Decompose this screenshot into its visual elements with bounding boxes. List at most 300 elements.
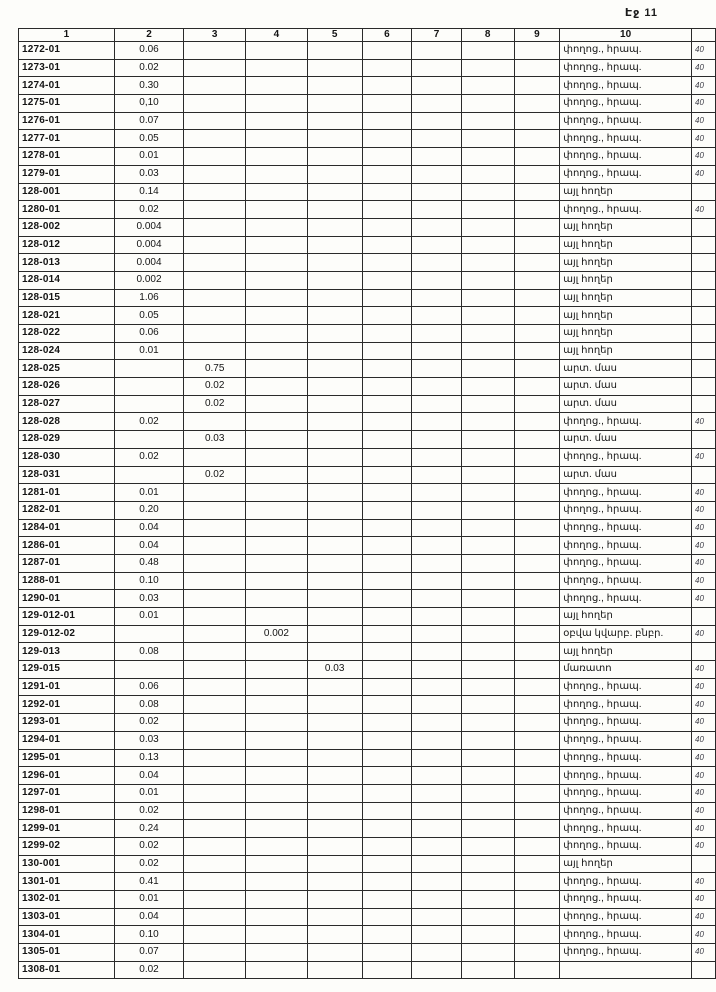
cell-land-category: փողոց., հրապ.	[560, 148, 692, 166]
cell-area-value-col9	[514, 484, 560, 502]
handwritten-margin-mark: 40	[692, 767, 716, 785]
cell-area-value-col2: 0.24	[114, 820, 184, 838]
table-row	[19, 325, 716, 343]
handwritten-margin-mark: 40	[692, 784, 716, 802]
handwritten-margin-mark: 40	[692, 484, 716, 502]
cell-area-value-col2: 0.05	[114, 307, 184, 325]
handwritten-margin-mark: 40	[692, 944, 716, 962]
cell-area-value-col9	[514, 608, 560, 626]
cell-land-category: փողոց., հրապ.	[560, 537, 692, 555]
cell-area-value-col6	[362, 395, 412, 413]
cell-area-value-col7	[412, 926, 462, 944]
handwritten-margin-mark: 40	[692, 130, 716, 148]
cell-parcel-code: 128-026	[19, 378, 115, 396]
cell-area-value-col7	[412, 696, 462, 714]
table-row	[19, 749, 716, 767]
cell-area-value-col9	[514, 165, 560, 183]
cell-land-category: փողոց., հրապ.	[560, 820, 692, 838]
cell-land-category: փողոց., հրապ.	[560, 944, 692, 962]
cell-area-value-col6	[362, 130, 412, 148]
cell-area-value-col5	[307, 59, 362, 77]
cell-area-value-col8	[461, 395, 514, 413]
handwritten-margin-mark: 40	[692, 201, 716, 219]
cell-area-value-col6	[362, 944, 412, 962]
cell-area-value-col8	[461, 112, 514, 130]
cell-area-value-col8	[461, 342, 514, 360]
cell-area-value-col5	[307, 165, 362, 183]
cell-area-value-col7	[412, 360, 462, 378]
cell-area-value-col2: 0.06	[114, 42, 184, 60]
cell-parcel-code: 1303-01	[19, 908, 115, 926]
table-row	[19, 431, 716, 449]
cell-area-value-col8	[461, 254, 514, 272]
cell-area-value-col6	[362, 59, 412, 77]
cell-area-value-col2: 0.06	[114, 678, 184, 696]
cell-area-value-col4	[246, 59, 308, 77]
cell-area-value-col2	[114, 625, 184, 643]
cell-area-value-col8	[461, 413, 514, 431]
cell-land-category: փողոց., հրապ.	[560, 696, 692, 714]
cell-area-value-col5	[307, 820, 362, 838]
cell-area-value-col3	[184, 77, 246, 95]
table-row	[19, 908, 716, 926]
cell-parcel-code: 1299-02	[19, 837, 115, 855]
cell-area-value-col7	[412, 413, 462, 431]
cell-area-value-col7	[412, 77, 462, 95]
cell-area-value-col9	[514, 731, 560, 749]
cell-parcel-code: 128-025	[19, 360, 115, 378]
cell-parcel-code: 1281-01	[19, 484, 115, 502]
table-row	[19, 59, 716, 77]
cell-parcel-code: 1291-01	[19, 678, 115, 696]
column-header-1: 1	[19, 29, 115, 42]
cell-parcel-code: 128-012	[19, 236, 115, 254]
cell-area-value-col6	[362, 926, 412, 944]
cell-area-value-col3	[184, 731, 246, 749]
table-row	[19, 218, 716, 236]
cell-area-value-col7	[412, 254, 462, 272]
cell-area-value-col4	[246, 289, 308, 307]
table-row	[19, 537, 716, 555]
cell-area-value-col9	[514, 855, 560, 873]
handwritten-margin-mark: 40	[692, 572, 716, 590]
handwritten-margin-mark: 40	[692, 696, 716, 714]
table-row	[19, 271, 716, 289]
cell-area-value-col5	[307, 501, 362, 519]
cell-area-value-col2: 0.08	[114, 643, 184, 661]
cell-land-category: փողոց., հրապ.	[560, 484, 692, 502]
cell-area-value-col8	[461, 961, 514, 979]
cell-area-value-col4	[246, 678, 308, 696]
cell-land-category: այլ հողեր	[560, 307, 692, 325]
table-row	[19, 767, 716, 785]
table-row	[19, 554, 716, 572]
cell-land-category: մառատո	[560, 661, 692, 679]
cell-area-value-col8	[461, 289, 514, 307]
cell-area-value-col2: 0.004	[114, 218, 184, 236]
cell-area-value-col2: 0.02	[114, 837, 184, 855]
cell-parcel-code: 128-031	[19, 466, 115, 484]
handwritten-margin-mark: 40	[692, 59, 716, 77]
cell-area-value-col6	[362, 891, 412, 909]
cell-area-value-col7	[412, 643, 462, 661]
handwritten-margin-mark: 40	[692, 95, 716, 113]
cell-area-value-col5	[307, 466, 362, 484]
cell-area-value-col5	[307, 218, 362, 236]
cell-area-value-col9	[514, 961, 560, 979]
cell-area-value-col5	[307, 873, 362, 891]
cell-area-value-col2: 0.01	[114, 891, 184, 909]
cell-area-value-col8	[461, 42, 514, 60]
cell-area-value-col3	[184, 784, 246, 802]
cell-area-value-col8	[461, 820, 514, 838]
cell-area-value-col3	[184, 519, 246, 537]
cell-area-value-col6	[362, 608, 412, 626]
cell-area-value-col2: 0.07	[114, 112, 184, 130]
cell-area-value-col9	[514, 360, 560, 378]
cell-area-value-col6	[362, 42, 412, 60]
cell-area-value-col5	[307, 183, 362, 201]
cell-land-category: փողոց., հրապ.	[560, 926, 692, 944]
cell-parcel-code: 1298-01	[19, 802, 115, 820]
cell-area-value-col9	[514, 201, 560, 219]
cell-area-value-col5	[307, 590, 362, 608]
cell-area-value-col2: 0.02	[114, 59, 184, 77]
cell-area-value-col2: 0.03	[114, 590, 184, 608]
cell-area-value-col3	[184, 254, 246, 272]
cell-area-value-col4	[246, 466, 308, 484]
table-row	[19, 802, 716, 820]
cell-area-value-col3	[184, 873, 246, 891]
handwritten-margin-mark: 40	[692, 802, 716, 820]
handwritten-margin-mark: 40	[692, 537, 716, 555]
cell-land-category: այլ հողեր	[560, 271, 692, 289]
handwritten-margin-mark: 40	[692, 873, 716, 891]
cell-area-value-col4	[246, 431, 308, 449]
cell-area-value-col6	[362, 254, 412, 272]
cell-parcel-code: 128-014	[19, 271, 115, 289]
cell-area-value-col8	[461, 484, 514, 502]
cell-area-value-col4	[246, 855, 308, 873]
cell-area-value-col2: 0.08	[114, 696, 184, 714]
cell-area-value-col6	[362, 413, 412, 431]
cell-land-category: փողոց., հրապ.	[560, 731, 692, 749]
cell-area-value-col7	[412, 537, 462, 555]
cell-land-category: այլ հողեր	[560, 342, 692, 360]
cell-area-value-col4	[246, 696, 308, 714]
cell-land-category: փողոց., հրապ.	[560, 201, 692, 219]
cell-area-value-col3	[184, 537, 246, 555]
cell-area-value-col4	[246, 767, 308, 785]
cell-area-value-col5	[307, 944, 362, 962]
cell-area-value-col9	[514, 926, 560, 944]
cell-area-value-col5	[307, 236, 362, 254]
cell-area-value-col4	[246, 837, 308, 855]
cell-area-value-col4	[246, 271, 308, 289]
cell-parcel-code: 1308-01	[19, 961, 115, 979]
cell-area-value-col4	[246, 484, 308, 502]
handwritten-margin-mark: 40	[692, 448, 716, 466]
handwritten-margin-mark: 40	[692, 77, 716, 95]
cell-area-value-col8	[461, 183, 514, 201]
cell-area-value-col5	[307, 95, 362, 113]
cell-parcel-code: 1273-01	[19, 59, 115, 77]
cell-area-value-col8	[461, 378, 514, 396]
table-row	[19, 678, 716, 696]
cell-area-value-col9	[514, 95, 560, 113]
cell-area-value-col2	[114, 395, 184, 413]
cell-area-value-col3	[184, 484, 246, 502]
cell-area-value-col2: 0.01	[114, 608, 184, 626]
cell-land-category: փողոց., հրապ.	[560, 802, 692, 820]
cell-area-value-col4	[246, 590, 308, 608]
cell-area-value-col6	[362, 855, 412, 873]
cell-area-value-col3	[184, 325, 246, 343]
cell-area-value-col4	[246, 501, 308, 519]
cell-area-value-col7	[412, 908, 462, 926]
cell-area-value-col9	[514, 42, 560, 60]
cell-area-value-col5	[307, 908, 362, 926]
cell-area-value-col3	[184, 572, 246, 590]
cell-parcel-code: 128-015	[19, 289, 115, 307]
table-row	[19, 112, 716, 130]
handwritten-margin-mark	[692, 183, 716, 201]
cell-area-value-col5	[307, 572, 362, 590]
cell-area-value-col3	[184, 802, 246, 820]
cell-area-value-col6	[362, 749, 412, 767]
cell-area-value-col3	[184, 130, 246, 148]
cell-area-value-col4	[246, 307, 308, 325]
handwritten-margin-mark	[692, 307, 716, 325]
cell-area-value-col9	[514, 696, 560, 714]
table-row	[19, 395, 716, 413]
cell-area-value-col3	[184, 590, 246, 608]
handwritten-margin-mark: 40	[692, 165, 716, 183]
cell-area-value-col5	[307, 855, 362, 873]
cell-area-value-col6	[362, 961, 412, 979]
cell-land-category: փողոց., հրապ.	[560, 678, 692, 696]
handwritten-margin-mark	[692, 395, 716, 413]
cell-area-value-col4	[246, 325, 308, 343]
cell-area-value-col8	[461, 714, 514, 732]
cell-area-value-col5	[307, 608, 362, 626]
cell-area-value-col5	[307, 643, 362, 661]
cell-area-value-col9	[514, 590, 560, 608]
cell-area-value-col4	[246, 448, 308, 466]
handwritten-margin-mark	[692, 289, 716, 307]
table-row	[19, 731, 716, 749]
cell-area-value-col6	[362, 572, 412, 590]
cell-area-value-col8	[461, 501, 514, 519]
table-row	[19, 42, 716, 60]
cell-land-category: փողոց., հրապ.	[560, 784, 692, 802]
cell-area-value-col7	[412, 183, 462, 201]
cell-area-value-col5	[307, 448, 362, 466]
cell-area-value-col9	[514, 342, 560, 360]
cell-area-value-col7	[412, 218, 462, 236]
cell-area-value-col8	[461, 608, 514, 626]
cell-area-value-col2: 0.06	[114, 325, 184, 343]
handwritten-margin-mark	[692, 643, 716, 661]
cell-area-value-col6	[362, 678, 412, 696]
cell-area-value-col8	[461, 837, 514, 855]
handwritten-margin-mark: 40	[692, 625, 716, 643]
cell-area-value-col5	[307, 696, 362, 714]
cell-area-value-col3	[184, 183, 246, 201]
cell-area-value-col7	[412, 714, 462, 732]
cell-parcel-code: 1278-01	[19, 148, 115, 166]
cell-area-value-col9	[514, 820, 560, 838]
handwritten-margin-mark	[692, 342, 716, 360]
cell-area-value-col9	[514, 572, 560, 590]
cell-area-value-col9	[514, 749, 560, 767]
cell-land-category: այլ հողեր	[560, 254, 692, 272]
cell-parcel-code: 129-013	[19, 643, 115, 661]
cell-land-category: փողոց., հրապ.	[560, 767, 692, 785]
cell-area-value-col7	[412, 431, 462, 449]
cell-area-value-col2: 0,10	[114, 95, 184, 113]
cell-parcel-code: 128-029	[19, 431, 115, 449]
handwritten-margin-mark	[692, 360, 716, 378]
table-row	[19, 961, 716, 979]
cell-land-category: արտ. մաս	[560, 431, 692, 449]
cell-parcel-code: 1287-01	[19, 554, 115, 572]
cell-area-value-col6	[362, 484, 412, 502]
cell-area-value-col3	[184, 944, 246, 962]
cell-area-value-col9	[514, 625, 560, 643]
cell-parcel-code: 1274-01	[19, 77, 115, 95]
cell-area-value-col7	[412, 95, 462, 113]
cell-area-value-col7	[412, 448, 462, 466]
cell-area-value-col8	[461, 466, 514, 484]
cell-land-category: փողոց., հրապ.	[560, 77, 692, 95]
table-row	[19, 590, 716, 608]
table-row	[19, 484, 716, 502]
cell-land-category: այլ հողեր	[560, 325, 692, 343]
cell-area-value-col5	[307, 130, 362, 148]
cell-area-value-col2: 0.02	[114, 961, 184, 979]
cell-area-value-col2: 0.02	[114, 714, 184, 732]
handwritten-margin-mark	[692, 378, 716, 396]
cell-area-value-col2: 0.01	[114, 484, 184, 502]
cell-land-category: փողոց., հրապ.	[560, 554, 692, 572]
cell-area-value-col4	[246, 820, 308, 838]
cell-parcel-code: 1295-01	[19, 749, 115, 767]
table-row	[19, 820, 716, 838]
table-row	[19, 342, 716, 360]
cell-area-value-col6	[362, 325, 412, 343]
cell-land-category: փողոց., հրապ.	[560, 837, 692, 855]
cell-area-value-col3	[184, 95, 246, 113]
column-header-7: 7	[412, 29, 462, 42]
cell-area-value-col4	[246, 342, 308, 360]
cell-area-value-col9	[514, 218, 560, 236]
cell-area-value-col2: 0.04	[114, 908, 184, 926]
cell-parcel-code: 1284-01	[19, 519, 115, 537]
cell-area-value-col6	[362, 77, 412, 95]
cell-parcel-code: 128-022	[19, 325, 115, 343]
cell-area-value-col8	[461, 271, 514, 289]
column-header-6: 6	[362, 29, 412, 42]
cell-area-value-col9	[514, 325, 560, 343]
cell-area-value-col9	[514, 714, 560, 732]
handwritten-margin-mark: 40	[692, 714, 716, 732]
cell-area-value-col2: 0.03	[114, 731, 184, 749]
cell-area-value-col7	[412, 873, 462, 891]
handwritten-margin-mark: 40	[692, 501, 716, 519]
cell-area-value-col8	[461, 590, 514, 608]
cell-area-value-col5	[307, 42, 362, 60]
cell-area-value-col3: 0.03	[184, 431, 246, 449]
cell-parcel-code: 130-001	[19, 855, 115, 873]
cell-area-value-col6	[362, 466, 412, 484]
cell-area-value-col8	[461, 855, 514, 873]
cell-area-value-col9	[514, 271, 560, 289]
table-row	[19, 926, 716, 944]
table-row	[19, 378, 716, 396]
cell-area-value-col7	[412, 802, 462, 820]
cell-area-value-col6	[362, 731, 412, 749]
cell-area-value-col9	[514, 767, 560, 785]
cell-area-value-col4	[246, 714, 308, 732]
cell-area-value-col3	[184, 342, 246, 360]
cell-area-value-col4	[246, 537, 308, 555]
cell-area-value-col7	[412, 749, 462, 767]
handwritten-margin-mark: 40	[692, 519, 716, 537]
cell-parcel-code: 129-012-01	[19, 608, 115, 626]
cell-area-value-col5	[307, 342, 362, 360]
cell-area-value-col3	[184, 165, 246, 183]
table-row	[19, 183, 716, 201]
cell-area-value-col7	[412, 625, 462, 643]
cell-area-value-col8	[461, 731, 514, 749]
handwritten-margin-mark	[692, 218, 716, 236]
cell-parcel-code: 1301-01	[19, 873, 115, 891]
cell-area-value-col8	[461, 360, 514, 378]
cell-area-value-col3	[184, 820, 246, 838]
cell-area-value-col9	[514, 944, 560, 962]
column-header-5: 5	[307, 29, 362, 42]
cell-area-value-col7	[412, 42, 462, 60]
cell-area-value-col6	[362, 378, 412, 396]
cell-area-value-col4	[246, 643, 308, 661]
cell-area-value-col9	[514, 501, 560, 519]
cell-land-category: արտ. մաս	[560, 466, 692, 484]
cell-area-value-col7	[412, 731, 462, 749]
cell-area-value-col2	[114, 661, 184, 679]
cell-area-value-col3	[184, 625, 246, 643]
table-row	[19, 944, 716, 962]
table-row	[19, 572, 716, 590]
cell-area-value-col5	[307, 378, 362, 396]
cell-area-value-col9	[514, 183, 560, 201]
cell-area-value-col8	[461, 873, 514, 891]
cell-area-value-col4	[246, 395, 308, 413]
cell-area-value-col8	[461, 537, 514, 555]
cell-area-value-col7	[412, 678, 462, 696]
cell-area-value-col8	[461, 95, 514, 113]
cell-area-value-col3	[184, 501, 246, 519]
cell-area-value-col9	[514, 466, 560, 484]
table-row	[19, 784, 716, 802]
cell-area-value-col7	[412, 395, 462, 413]
cell-area-value-col3	[184, 926, 246, 944]
table-row	[19, 661, 716, 679]
cell-area-value-col5	[307, 413, 362, 431]
cell-area-value-col6	[362, 554, 412, 572]
cell-area-value-col5	[307, 731, 362, 749]
cell-area-value-col9	[514, 661, 560, 679]
